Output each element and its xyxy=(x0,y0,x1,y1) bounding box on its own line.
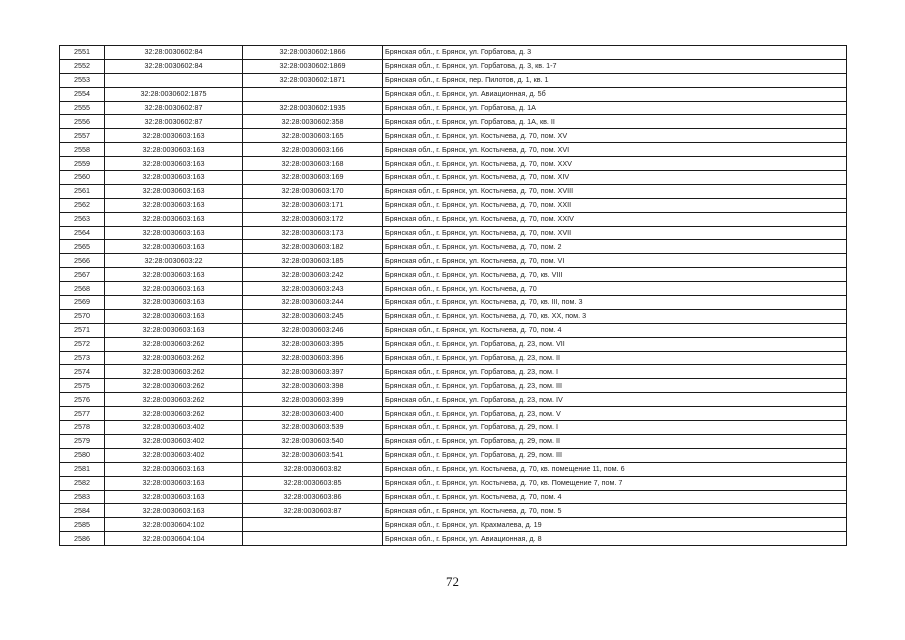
table-row xyxy=(60,87,847,101)
address-cell: Брянская обл., г. Брянск, ул. Костычева, д. 70, пом. XV xyxy=(383,129,847,143)
row-number-cell: 2571 xyxy=(60,323,105,337)
parent-cadastral-number-cell: 32:28:0030602:1875 xyxy=(105,87,243,101)
address-cell: Брянская обл., г. Брянск, ул. Костычева, д. 70, пом. XXV xyxy=(383,157,847,171)
parent-cadastral-number-cell: 32:28:0030603:402 xyxy=(105,434,243,448)
cadastral-number-cell: 32:28:0030603:245 xyxy=(243,309,383,323)
row-number-cell: 2575 xyxy=(60,379,105,393)
address-cell: Брянская обл., г. Брянск, ул. Костычева, д. 70, пом. 5 xyxy=(383,504,847,518)
parent-cadastral-number-cell: 32:28:0030603:163 xyxy=(105,490,243,504)
registry-table-body xyxy=(60,46,847,546)
row-number-cell: 2568 xyxy=(60,282,105,296)
address-cell: Брянская обл., г. Брянск, ул. Авиационная, д. 8 xyxy=(383,532,847,546)
row-number-cell: 2581 xyxy=(60,462,105,476)
parent-cadastral-number-cell: 32:28:0030603:163 xyxy=(105,240,243,254)
table-row xyxy=(60,379,847,393)
row-number-cell: 2584 xyxy=(60,504,105,518)
parent-cadastral-number-cell: 32:28:0030603:402 xyxy=(105,448,243,462)
row-number-cell: 2560 xyxy=(60,171,105,185)
address-cell: Брянская обл., г. Брянск, ул. Костычева, д. 70, кв. помещение 11, пом. 6 xyxy=(383,462,847,476)
table-row xyxy=(60,143,847,157)
table-row xyxy=(60,434,847,448)
table-row xyxy=(60,73,847,87)
cadastral-number-cell: 32:28:0030603:539 xyxy=(243,421,383,435)
cadastral-number-cell: 32:28:0030603:87 xyxy=(243,504,383,518)
parent-cadastral-number-cell: 32:28:0030603:163 xyxy=(105,198,243,212)
parent-cadastral-number-cell: 32:28:0030603:163 xyxy=(105,129,243,143)
cadastral-number-cell: 32:28:0030603:396 xyxy=(243,351,383,365)
cadastral-number-cell: 32:28:0030603:86 xyxy=(243,490,383,504)
cadastral-number-cell: 32:28:0030603:243 xyxy=(243,282,383,296)
row-number-cell: 2561 xyxy=(60,184,105,198)
parent-cadastral-number-cell: 32:28:0030603:163 xyxy=(105,296,243,310)
cadastral-number-cell: 32:28:0030603:246 xyxy=(243,323,383,337)
address-cell: Брянская обл., г. Брянск, ул. Горбатова, д. 1А xyxy=(383,101,847,115)
table-row xyxy=(60,46,847,60)
parent-cadastral-number-cell: 32:28:0030603:163 xyxy=(105,323,243,337)
table-row xyxy=(60,129,847,143)
address-cell: Брянская обл., г. Брянск, ул. Горбатова, д. 23, пом. VII xyxy=(383,337,847,351)
row-number-cell: 2562 xyxy=(60,198,105,212)
parent-cadastral-number-cell: 32:28:0030602:84 xyxy=(105,59,243,73)
table-row xyxy=(60,421,847,435)
table-row xyxy=(60,476,847,490)
row-number-cell: 2555 xyxy=(60,101,105,115)
table-row xyxy=(60,323,847,337)
table-row xyxy=(60,490,847,504)
table-row xyxy=(60,254,847,268)
table-row xyxy=(60,240,847,254)
address-cell: Брянская обл., г. Брянск, пер. Пилотов, д. 1, кв. 1 xyxy=(383,73,847,87)
address-cell: Брянская обл., г. Брянск, ул. Крахмалева, д. 19 xyxy=(383,518,847,532)
table-row xyxy=(60,212,847,226)
table-row xyxy=(60,198,847,212)
address-cell: Брянская обл., г. Брянск, ул. Костычева, д. 70, пом. 2 xyxy=(383,240,847,254)
cadastral-number-cell: 32:28:0030603:400 xyxy=(243,407,383,421)
parent-cadastral-number-cell: 32:28:0030602:84 xyxy=(105,46,243,60)
cadastral-number-cell: 32:28:0030603:540 xyxy=(243,434,383,448)
parent-cadastral-number-cell: 32:28:0030603:262 xyxy=(105,379,243,393)
address-cell: Брянская обл., г. Брянск, ул. Костычева, д. 70, пом. 4 xyxy=(383,323,847,337)
table-row xyxy=(60,393,847,407)
parent-cadastral-number-cell: 32:28:0030603:163 xyxy=(105,226,243,240)
parent-cadastral-number-cell: 32:28:0030603:163 xyxy=(105,184,243,198)
cadastral-number-cell: 32:28:0030603:85 xyxy=(243,476,383,490)
cadastral-number-cell: 32:28:0030603:172 xyxy=(243,212,383,226)
address-cell: Брянская обл., г. Брянск, ул. Костычева, д. 70, пом. XVIII xyxy=(383,184,847,198)
address-cell: Брянская обл., г. Брянск, ул. Костычева, д. 70, кв. VIII xyxy=(383,268,847,282)
address-cell: Брянская обл., г. Брянск, ул. Костычева, д. 70, кв. XX, пом. 3 xyxy=(383,309,847,323)
address-cell: Брянская обл., г. Брянск, ул. Костычева, д. 70, пом. 4 xyxy=(383,490,847,504)
address-cell: Брянская обл., г. Брянск, ул. Горбатова, д. 23, пом. IV xyxy=(383,393,847,407)
address-cell: Брянская обл., г. Брянск, ул. Костычева, д. 70, пом. XIV xyxy=(383,171,847,185)
row-number-cell: 2557 xyxy=(60,129,105,143)
table-row xyxy=(60,59,847,73)
table-row xyxy=(60,309,847,323)
parent-cadastral-number-cell: 32:28:0030603:163 xyxy=(105,212,243,226)
table-row xyxy=(60,115,847,129)
table-row xyxy=(60,157,847,171)
address-cell: Брянская обл., г. Брянск, ул. Горбатова, д. 23, пом. V xyxy=(383,407,847,421)
address-cell: Брянская обл., г. Брянск, ул. Костычева, д. 70, пом. XVII xyxy=(383,226,847,240)
cadastral-number-cell: 32:28:0030602:1869 xyxy=(243,59,383,73)
cadastral-number-cell: 32:28:0030603:171 xyxy=(243,198,383,212)
row-number-cell: 2586 xyxy=(60,532,105,546)
cadastral-number-cell: 32:28:0030602:1935 xyxy=(243,101,383,115)
cadastral-number-cell: 32:28:0030603:165 xyxy=(243,129,383,143)
address-cell: Брянская обл., г. Брянск, ул. Горбатова, д. 23, пом. I xyxy=(383,365,847,379)
table-row xyxy=(60,518,847,532)
row-number-cell: 2573 xyxy=(60,351,105,365)
cadastral-number-cell: 32:28:0030602:1866 xyxy=(243,46,383,60)
row-number-cell: 2579 xyxy=(60,434,105,448)
row-number-cell: 2582 xyxy=(60,476,105,490)
row-number-cell: 2578 xyxy=(60,421,105,435)
row-number-cell: 2580 xyxy=(60,448,105,462)
address-cell: Брянская обл., г. Брянск, ул. Костычева, д. 70, пом. XVI xyxy=(383,143,847,157)
property-registry-table xyxy=(59,45,847,546)
cadastral-number-cell: 32:28:0030603:242 xyxy=(243,268,383,282)
cadastral-number-cell xyxy=(243,532,383,546)
cadastral-number-cell: 32:28:0030603:170 xyxy=(243,184,383,198)
cadastral-number-cell: 32:28:0030603:397 xyxy=(243,365,383,379)
address-cell: Брянская обл., г. Брянск, ул. Костычева, д. 70, кв. Помещение 7, пом. 7 xyxy=(383,476,847,490)
address-cell: Брянская обл., г. Брянск, ул. Костычева, д. 70, пом. XXII xyxy=(383,198,847,212)
row-number-cell: 2556 xyxy=(60,115,105,129)
cadastral-number-cell: 32:28:0030603:399 xyxy=(243,393,383,407)
parent-cadastral-number-cell: 32:28:0030603:163 xyxy=(105,171,243,185)
address-cell: Брянская обл., г. Брянск, ул. Горбатова, д. 29, пом. II xyxy=(383,434,847,448)
cadastral-number-cell: 32:28:0030603:173 xyxy=(243,226,383,240)
table-row xyxy=(60,351,847,365)
address-cell: Брянская обл., г. Брянск, ул. Горбатова, д. 29, пом. III xyxy=(383,448,847,462)
address-cell: Брянская обл., г. Брянск, ул. Костычева, д. 70, пом. XXIV xyxy=(383,212,847,226)
address-cell: Брянская обл., г. Брянск, ул. Костычева, д. 70, кв. III, пом. 3 xyxy=(383,296,847,310)
row-number-cell: 2552 xyxy=(60,59,105,73)
row-number-cell: 2553 xyxy=(60,73,105,87)
cadastral-number-cell xyxy=(243,87,383,101)
row-number-cell: 2577 xyxy=(60,407,105,421)
parent-cadastral-number-cell: 32:28:0030603:163 xyxy=(105,476,243,490)
row-number-cell: 2570 xyxy=(60,309,105,323)
cadastral-number-cell: 32:28:0030603:168 xyxy=(243,157,383,171)
table-row xyxy=(60,407,847,421)
cadastral-number-cell xyxy=(243,518,383,532)
parent-cadastral-number-cell xyxy=(105,73,243,87)
parent-cadastral-number-cell: 32:28:0030602:87 xyxy=(105,115,243,129)
table-row xyxy=(60,101,847,115)
row-number-cell: 2585 xyxy=(60,518,105,532)
parent-cadastral-number-cell: 32:28:0030603:163 xyxy=(105,282,243,296)
table-row xyxy=(60,532,847,546)
table-row xyxy=(60,226,847,240)
row-number-cell: 2583 xyxy=(60,490,105,504)
row-number-cell: 2572 xyxy=(60,337,105,351)
address-cell: Брянская обл., г. Брянск, ул. Костычева, д. 70, пом. VI xyxy=(383,254,847,268)
table-row xyxy=(60,337,847,351)
parent-cadastral-number-cell: 32:28:0030603:262 xyxy=(105,351,243,365)
address-cell: Брянская обл., г. Брянск, ул. Горбатова, д. 23, пом. III xyxy=(383,379,847,393)
row-number-cell: 2559 xyxy=(60,157,105,171)
row-number-cell: 2567 xyxy=(60,268,105,282)
cadastral-number-cell: 32:28:0030603:395 xyxy=(243,337,383,351)
address-cell: Брянская обл., г. Брянск, ул. Горбатова, д. 23, пом. II xyxy=(383,351,847,365)
table-row xyxy=(60,296,847,310)
address-cell: Брянская обл., г. Брянск, ул. Авиационная, д. 5б xyxy=(383,87,847,101)
parent-cadastral-number-cell: 32:28:0030603:262 xyxy=(105,337,243,351)
table-row xyxy=(60,448,847,462)
address-cell: Брянская обл., г. Брянск, ул. Горбатова, д. 29, пом. I xyxy=(383,421,847,435)
cadastral-number-cell: 32:28:0030603:82 xyxy=(243,462,383,476)
address-cell: Брянская обл., г. Брянск, ул. Горбатова, д. 3 xyxy=(383,46,847,60)
table-row xyxy=(60,365,847,379)
row-number-cell: 2566 xyxy=(60,254,105,268)
row-number-cell: 2554 xyxy=(60,87,105,101)
parent-cadastral-number-cell: 32:28:0030603:402 xyxy=(105,421,243,435)
cadastral-number-cell: 32:28:0030603:398 xyxy=(243,379,383,393)
cadastral-number-cell: 32:28:0030603:166 xyxy=(243,143,383,157)
parent-cadastral-number-cell: 32:28:0030604:104 xyxy=(105,532,243,546)
row-number-cell: 2563 xyxy=(60,212,105,226)
cadastral-number-cell: 32:28:0030603:185 xyxy=(243,254,383,268)
page-number: 72 xyxy=(446,574,459,589)
parent-cadastral-number-cell: 32:28:0030603:262 xyxy=(105,365,243,379)
parent-cadastral-number-cell: 32:28:0030603:163 xyxy=(105,268,243,282)
address-cell: Брянская обл., г. Брянск, ул. Горбатова, д. 3, кв. 1-7 xyxy=(383,59,847,73)
parent-cadastral-number-cell: 32:28:0030602:87 xyxy=(105,101,243,115)
table-row xyxy=(60,282,847,296)
row-number-cell: 2564 xyxy=(60,226,105,240)
parent-cadastral-number-cell: 32:28:0030604:102 xyxy=(105,518,243,532)
table-row xyxy=(60,504,847,518)
cadastral-number-cell: 32:28:0030603:244 xyxy=(243,296,383,310)
parent-cadastral-number-cell: 32:28:0030603:163 xyxy=(105,504,243,518)
parent-cadastral-number-cell: 32:28:0030603:22 xyxy=(105,254,243,268)
cadastral-number-cell: 32:28:0030602:358 xyxy=(243,115,383,129)
row-number-cell: 2574 xyxy=(60,365,105,379)
cadastral-number-cell: 32:28:0030603:541 xyxy=(243,448,383,462)
row-number-cell: 2551 xyxy=(60,46,105,60)
table-row xyxy=(60,268,847,282)
cadastral-number-cell: 32:28:0030603:169 xyxy=(243,171,383,185)
row-number-cell: 2569 xyxy=(60,296,105,310)
table-row xyxy=(60,462,847,476)
cadastral-number-cell: 32:28:0030603:182 xyxy=(243,240,383,254)
cadastral-number-cell: 32:28:0030602:1871 xyxy=(243,73,383,87)
row-number-cell: 2565 xyxy=(60,240,105,254)
table-row xyxy=(60,171,847,185)
parent-cadastral-number-cell: 32:28:0030603:262 xyxy=(105,393,243,407)
parent-cadastral-number-cell: 32:28:0030603:163 xyxy=(105,309,243,323)
parent-cadastral-number-cell: 32:28:0030603:163 xyxy=(105,143,243,157)
table-row xyxy=(60,184,847,198)
address-cell: Брянская обл., г. Брянск, ул. Горбатова, д. 1А, кв. II xyxy=(383,115,847,129)
row-number-cell: 2558 xyxy=(60,143,105,157)
address-cell: Брянская обл., г. Брянск, ул. Костычева, д. 70 xyxy=(383,282,847,296)
row-number-cell: 2576 xyxy=(60,393,105,407)
parent-cadastral-number-cell: 32:28:0030603:262 xyxy=(105,407,243,421)
parent-cadastral-number-cell: 32:28:0030603:163 xyxy=(105,462,243,476)
parent-cadastral-number-cell: 32:28:0030603:163 xyxy=(105,157,243,171)
